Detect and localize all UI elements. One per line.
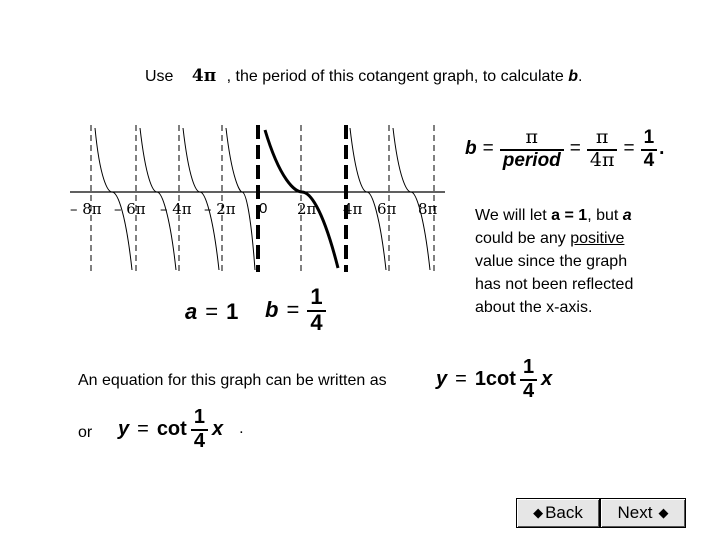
equation-coefficient: 1cot [474,367,516,390]
explanation-a-value: a = 1 [551,207,588,224]
explanation-line: has not been reflected [475,276,634,293]
b-fraction [307,286,325,334]
b-label: b [265,297,279,322]
fraction-denominator: 4 [191,429,208,451]
equation-eq: = [455,367,467,390]
explanation-segment: We will let [475,207,552,224]
equation-end: . [239,420,244,437]
explanation-a: a [622,207,632,224]
x-tick-label: – 4π [160,200,192,218]
equation-y: y [118,417,130,440]
equation-x: x [541,367,553,390]
explanation-line: value since the graph [475,253,628,270]
x-tick-label: 4π [343,200,363,218]
fraction-denominator: period [500,149,564,170]
explanation-segment: could be any [475,230,571,247]
b-formula-eq: = [482,138,494,159]
explanation-line [475,204,633,227]
explanation-segment: , but [587,207,623,224]
or-label: or [78,424,93,441]
back-diamond-icon: ◆ [533,505,544,520]
b-formula-eq: = [623,138,635,159]
x-tick-label: – 2π [204,200,236,218]
fraction-pi-over-4pi [587,128,618,170]
back-button[interactable] [516,498,600,528]
next-label: Next [617,503,653,522]
b-formula-eq: = [569,138,581,159]
x-tick-label: – 6π [114,200,146,218]
cot-branches [95,128,430,270]
equation-x: x [211,417,224,440]
fraction-denominator: 4 [520,379,537,401]
instruction-prefix: Use [145,68,174,85]
explanation-line: about the x-axis. [475,299,593,316]
equation-1 [436,357,552,401]
x-tick-label: 0 [259,200,268,217]
back-label: Back [545,503,583,522]
instruction-suffix: , the period of this cotangent graph, to calculate [226,68,569,85]
equation-function: cot [156,417,187,440]
explanation-positive: positive [570,230,625,247]
x-tick-label: – 8π [70,200,102,218]
fraction-numerator: 1 [193,406,205,428]
equation-fraction [520,357,537,401]
fraction-pi-over-period [500,128,564,170]
b-formula-end: . [659,138,665,159]
instruction-end: . [577,68,583,85]
next-button[interactable] [600,498,686,528]
equation-2 [118,407,244,451]
fraction-one-fourth [641,128,658,170]
fraction-denominator: 4 [307,310,325,334]
fraction-numerator: π [595,126,609,148]
a-parameter [185,299,238,325]
explanation-text [475,204,633,319]
fraction-denominator: 4π [587,149,618,170]
next-diamond-icon: ◆ [658,505,669,520]
equation-intro: An equation for this graph can be written as [78,372,387,389]
explanation-line [475,227,633,250]
x-tick-label: 6π [377,200,397,218]
a-value: 1 [226,299,239,324]
instruction-line [145,66,582,86]
fraction-numerator: 1 [310,284,323,309]
a-eq: = [205,299,219,324]
x-tick-label: 2π [297,200,317,218]
fraction-numerator: 1 [522,356,535,378]
b-eq: = [286,297,300,322]
equation-fraction [191,407,208,451]
fraction-numerator: π [525,126,538,148]
equation-eq: = [137,417,149,440]
b-formula-lhs: b [465,138,477,159]
x-tick-label: 8π [418,200,438,218]
instruction-variable-b: b [568,68,578,85]
period-expression: 4π [191,66,217,86]
fraction-denominator: 4 [641,149,658,170]
b-parameter [265,286,326,334]
equation-y: y [436,367,448,390]
fraction-numerator: 1 [643,127,655,148]
b-formula [465,128,664,170]
a-label: a [185,299,198,324]
